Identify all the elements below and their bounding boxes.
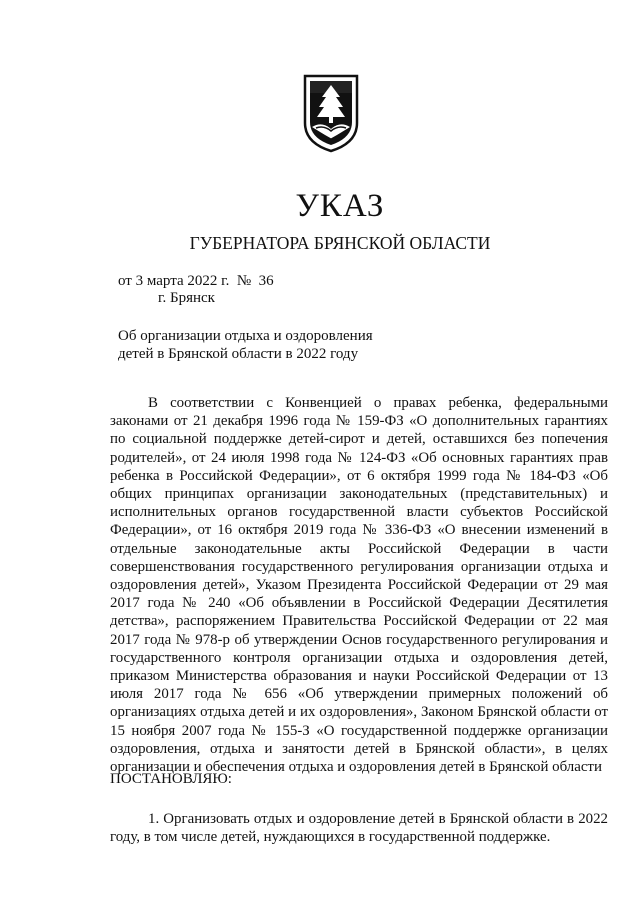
document-subject bbox=[118, 327, 418, 363]
preamble-paragraph: В соответствии с Конвенцией о правах ребенка, федеральными законами от 21 декабря 1996 года № 159-ФЗ «О дополнительных гарантиях по социальной поддержке детей-сирот и детей, оставшихся без попечения родителей», от 24 июля 1998 года № 124-ФЗ «Об основных гарантиях прав ребенка в Российской Федерации», от 6 октября 1999 года № 184-ФЗ «Об общих принципах организации законодательных (представительных) и исполнительных органов государственной власти субъектов Российской Федерации», от 16 октября 2019 года № 336-ФЗ «О внесении изменений в отдельные законодательные акты Российской Федерации в части совершенствования государственного регулирования организации отдыха и оздоровления детей», Указом Президента Российской Федерации от 29 мая 2017 года № 240 «Об объявлении в Российской Федерации Десятилетия детства», распоряжением Правительства Российской Федерации от 22 мая 2017 года № 978-р об утверждении Основ государственного регулирования и государственного контроля организации отдыха и оздоровления детей, приказом Министерства образования и науки Российской Федерации от 13 июля 2017 года № 656 «Об утверждении примерных положений об организациях отдыха детей и их оздоровления», Законом Брянской области от 15 ноября 2007 года № 155-З «О государственной поддержке организации оздоровления, отдыха и занятости детей в Брянской области», в целях организации и обеспечения отдыха и оздоровления детей в Брянской области bbox=[110, 395, 608, 776]
decree-item-1: 1. Организовать отдых и оздоровление детей в Брянской области в 2022 году, в том числе детей, нуждающихся в государственной поддержке. bbox=[110, 811, 608, 846]
city: г. Брянск bbox=[158, 290, 215, 306]
subject-line-2: детей в Брянской области в 2022 году bbox=[118, 346, 359, 362]
document-type-heading: УКАЗ bbox=[295, 188, 385, 224]
decree-word: ПОСТАНОВЛЯЮ: bbox=[110, 771, 232, 787]
bryansk-coat-of-arms-icon bbox=[302, 73, 360, 153]
issuer-heading: ГУБЕРНАТОРА БРЯНСКОЙ ОБЛАСТИ bbox=[189, 233, 491, 253]
subject-line-1: Об организации отдыха и оздоровления bbox=[118, 328, 373, 344]
date-and-number: от 3 марта 2022 г. № 36 bbox=[118, 273, 274, 289]
